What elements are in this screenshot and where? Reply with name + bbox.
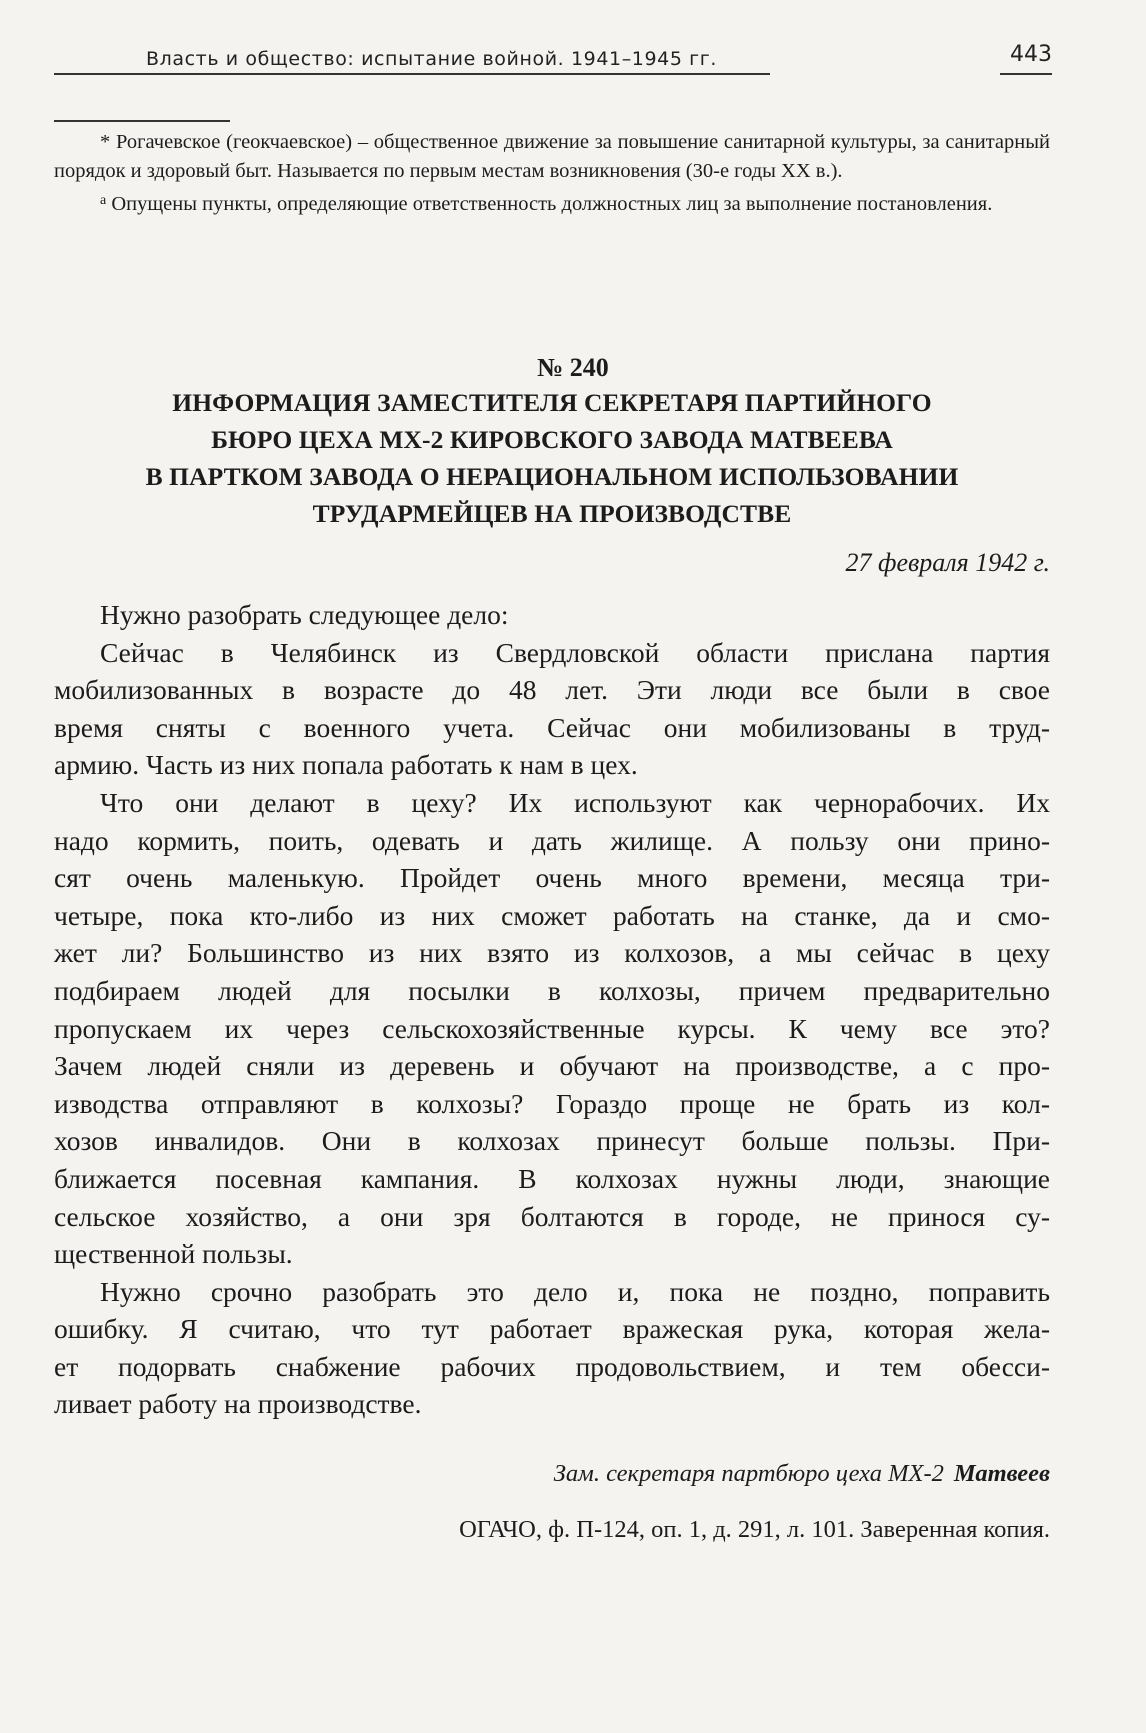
footnote-marker: а xyxy=(100,193,107,208)
paragraph xyxy=(54,784,1050,1273)
signature-name: Матвеев xyxy=(953,1460,1050,1487)
text-line: Нужно срочно разобрать это дело и, пока не поздно, поправить xyxy=(100,1275,1050,1307)
title-line: В ПАРТКОМ ЗАВОДА О НЕРАЦИОНАЛЬНОМ ИСПОЛЬЗОВАНИИ xyxy=(145,462,959,491)
text-line: жет ли? Большинство из них взято из колхозов, а мы сейчас в цеху xyxy=(54,937,1050,969)
text-line: подбираем людей для посылки в колхозы, причем предварительно xyxy=(54,974,1050,1006)
text-line: хозов инвалидов. Они в колхозах принесут больше пользы. При- xyxy=(54,1125,1050,1157)
text-line: щественной пользы. xyxy=(54,1238,293,1270)
text-line: пропускаем их через сельскохозяйственные курсы. К чему все это? xyxy=(54,1012,1050,1044)
signature-role: Зам. секретаря партбюро цеха МХ-2 xyxy=(553,1460,944,1487)
text-line: ет подорвать снабжение рабочих продовольствием, и тем обесси- xyxy=(54,1350,1050,1382)
footnote-text: Рогачевское (геокчаевское) – общественное движение за повышение санитарной культуры, за санитарный порядок и здоровый быт. Называется по первым местам возникновения (30-е годы XX в.). xyxy=(54,131,1050,182)
running-title: Власть и общество: испытание войной. 1941–1945 гг. xyxy=(146,48,717,70)
paragraph xyxy=(54,596,1050,634)
text-line: армию. Часть из них попала работать к нам в цех. xyxy=(54,749,638,781)
footnote-text: Опущены пункты, определяющие ответственность должностных лиц за выполнение постановления. xyxy=(111,193,993,215)
text-line: надо кормить, поить, одевать и дать жилище. А пользу они прино- xyxy=(54,824,1050,856)
page-number: 443 xyxy=(1010,42,1052,67)
text-line: ливает работу на производстве. xyxy=(54,1388,422,1420)
text-line: Что они делают в цеху? Их используют как чернорабочих. Их xyxy=(100,786,1050,818)
paragraph xyxy=(54,1273,1050,1423)
footnote-rule xyxy=(54,120,230,122)
text-line: четыре, пока кто-либо из них сможет работать на станке, да и смо- xyxy=(54,899,1050,931)
title-line: БЮРО ЦЕХА МХ-2 КИРОВСКОГО ЗАВОДА МАТВЕЕВА xyxy=(211,425,893,454)
header-rule xyxy=(54,73,770,75)
document-title xyxy=(54,384,1050,532)
text-line: сельское хозяйство, а они зря болтаются в городе, не принося су- xyxy=(54,1200,1050,1232)
footnote xyxy=(54,186,1050,219)
text-line: изводства отправляют в колхозы? Гораздо проще не брать из кол- xyxy=(54,1087,1050,1119)
document-date: 27 февраля 1942 г. xyxy=(845,548,1050,577)
text-line: сят очень маленькую. Пройдет очень много времени, месяца три- xyxy=(54,862,1050,894)
footnotes xyxy=(54,128,1050,219)
paragraph xyxy=(54,634,1050,784)
title-line: ТРУДАРМЕЙЦЕВ НА ПРОИЗВОДСТВЕ xyxy=(312,499,792,528)
text-line: время сняты с военного учета. Сейчас они мобилизованы в труд- xyxy=(54,711,1050,743)
text-line: Сейчас в Челябинск из Свердловской области прислана партия xyxy=(100,636,1050,668)
footnote-marker: * xyxy=(100,131,111,153)
document-body xyxy=(54,596,1050,1423)
title-line: ИНФОРМАЦИЯ ЗАМЕСТИТЕЛЯ СЕКРЕТАРЯ ПАРТИЙНОГО xyxy=(172,388,932,417)
document-number: № 240 xyxy=(537,353,609,382)
signature xyxy=(554,1460,1050,1488)
text-line: ошибку. Я считаю, что тут работает вражеская рука, которая жела- xyxy=(54,1313,1050,1345)
text-line: Нужно разобрать следующее дело: xyxy=(100,599,509,630)
text-line: Зачем людей сняли из деревень и обучают на производстве, а с про- xyxy=(54,1050,1050,1082)
running-header xyxy=(54,40,1052,74)
text-line: ближается посевная кампания. В колхозах нужны люди, знающие xyxy=(54,1162,1050,1194)
footnote xyxy=(54,128,1050,186)
page-number-rule xyxy=(1000,73,1052,75)
text-line: мобилизованных в возрасте до 48 лет. Эти люди все были в свое xyxy=(54,674,1050,706)
archive-reference: ОГАЧО, ф. П-124, оп. 1, д. 291, л. 101. Заверенная копия. xyxy=(459,1516,1050,1543)
